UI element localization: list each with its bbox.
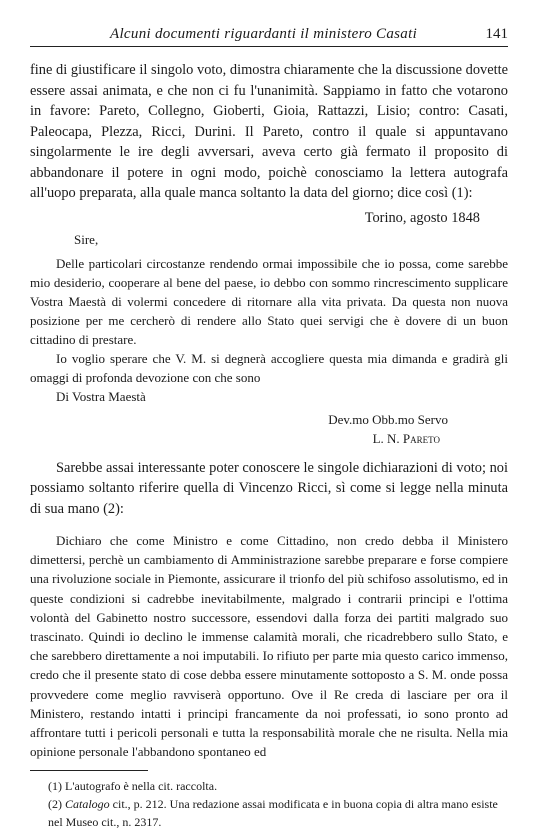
footnote-rule <box>30 770 148 771</box>
letter-signature-name <box>30 429 508 448</box>
running-header <box>30 26 508 47</box>
footnote-2-mark: (2) <box>48 797 62 811</box>
running-title: Alcuni documenti riguardanti il ministero Casati <box>110 26 418 42</box>
letter-salutation: Sire, <box>74 231 99 247</box>
page-number: 141 <box>485 26 508 42</box>
footnote-2-catalog: Catalogo <box>65 797 110 811</box>
signature-initials: L. N. <box>372 430 400 446</box>
letter-paragraph-1: Delle particolari circostanze rendendo ormai impossibile che io possa, come sarebbe mio desiderio, cooperare al bene del paese, io debbo con sommo rincrescimento supplicare Vostra Maestà di volermi concedere di ritornare alla vita privata. Da questa non nuova posizione per me cercherò di rendere allo Stato quei servigi che è dovere di un buon cittadino di prestare. <box>30 255 508 347</box>
footnote-2-text: cit., p. 212. Una redazione assai modificata e in buona copia di altra mano esiste nel Museo cit., n. 2317. <box>48 797 498 829</box>
body-paragraph-1: fine di giustificare il singolo voto, dimostra chiaramente che la discussione dovette essere assai animata, e che non ci fu l'unanimità. Sappiamo in fatto che votarono in favore: Pareto, Collegno, Gioberti, Gioia, Rattazzi, Lisio; contro: Casati, Paleocapa, Plezza, Ricci, Durini. Il Pareto, contro il quale si appuntavano singolarmente le ire degli avversari, aveva certo già fermato il proposito di abbandonare il potere in ogni modo, poichè conosciamo la lettera autografa all'uopo preparata, alla quale manca soltanto la data del giorno; dice così (1): <box>30 62 508 201</box>
letter-signature-line: Dev.mo Obb.mo Servo <box>328 411 448 427</box>
body-paragraph-2: Sarebbe assai interessante poter conoscere le singole dichiarazioni di voto; noi possiamo soltanto riferire quella di Vincenzo Ricci, sì come si legge nella minuta di sua mano (2): <box>30 459 508 517</box>
signature-surname: Pareto <box>402 430 440 446</box>
letter-paragraph-2: Io voglio sperare che V. M. si degnerà accogliere questa mia dimanda e gradirà gli omaggi di profonda devozione con che sono <box>30 350 508 385</box>
footnote-1: (1) L'autografo è nella cit. raccolta. <box>48 779 218 793</box>
footnotes <box>48 777 508 831</box>
footnote-2 <box>48 795 508 831</box>
main-text <box>30 60 508 761</box>
letter-closing: Di Vostra Maestà <box>56 388 146 404</box>
letter-place-date: Torino, agosto 1848 <box>364 209 480 226</box>
ricci-declaration-quote: Dichiaro che come Ministro e come Cittadino, non credo debba il Ministero dimettersi, perchè un cambiamento di Amministrazione sarebbe preparare e forse compiere una rivoluzione sociale in Piemonte, assicurare il trionfo del più schifoso assolutismo, ed in queste condizioni si cadrebbe inevitabilmente, malgrado i contrarii principi e l'ottima volontà del Gabinetto nostro successore, essendovi dalla forza dei partiti malgrado suo trascinato. Quindi io declino le immense calamità morali, che ricadrebbero sullo Stato, e che sarebbero direttamente a noi imputabili. Io rifiuto per parte mia questo carico immenso, credo che il presente stato di cose debba essere minutamente sottoposto a S. M. onde possa provvedere come meglio ravviserà opportuno. Ove il Re creda di lasciare per ora il Ministero, restando intatti i principi francamente da noi professati, io sono pronto ad affrontare tutti i pericoli personali e tutta la responsabilità morale che ne risulta. Nella mia opinione personale l'abbandono spontaneo ed <box>30 533 508 760</box>
